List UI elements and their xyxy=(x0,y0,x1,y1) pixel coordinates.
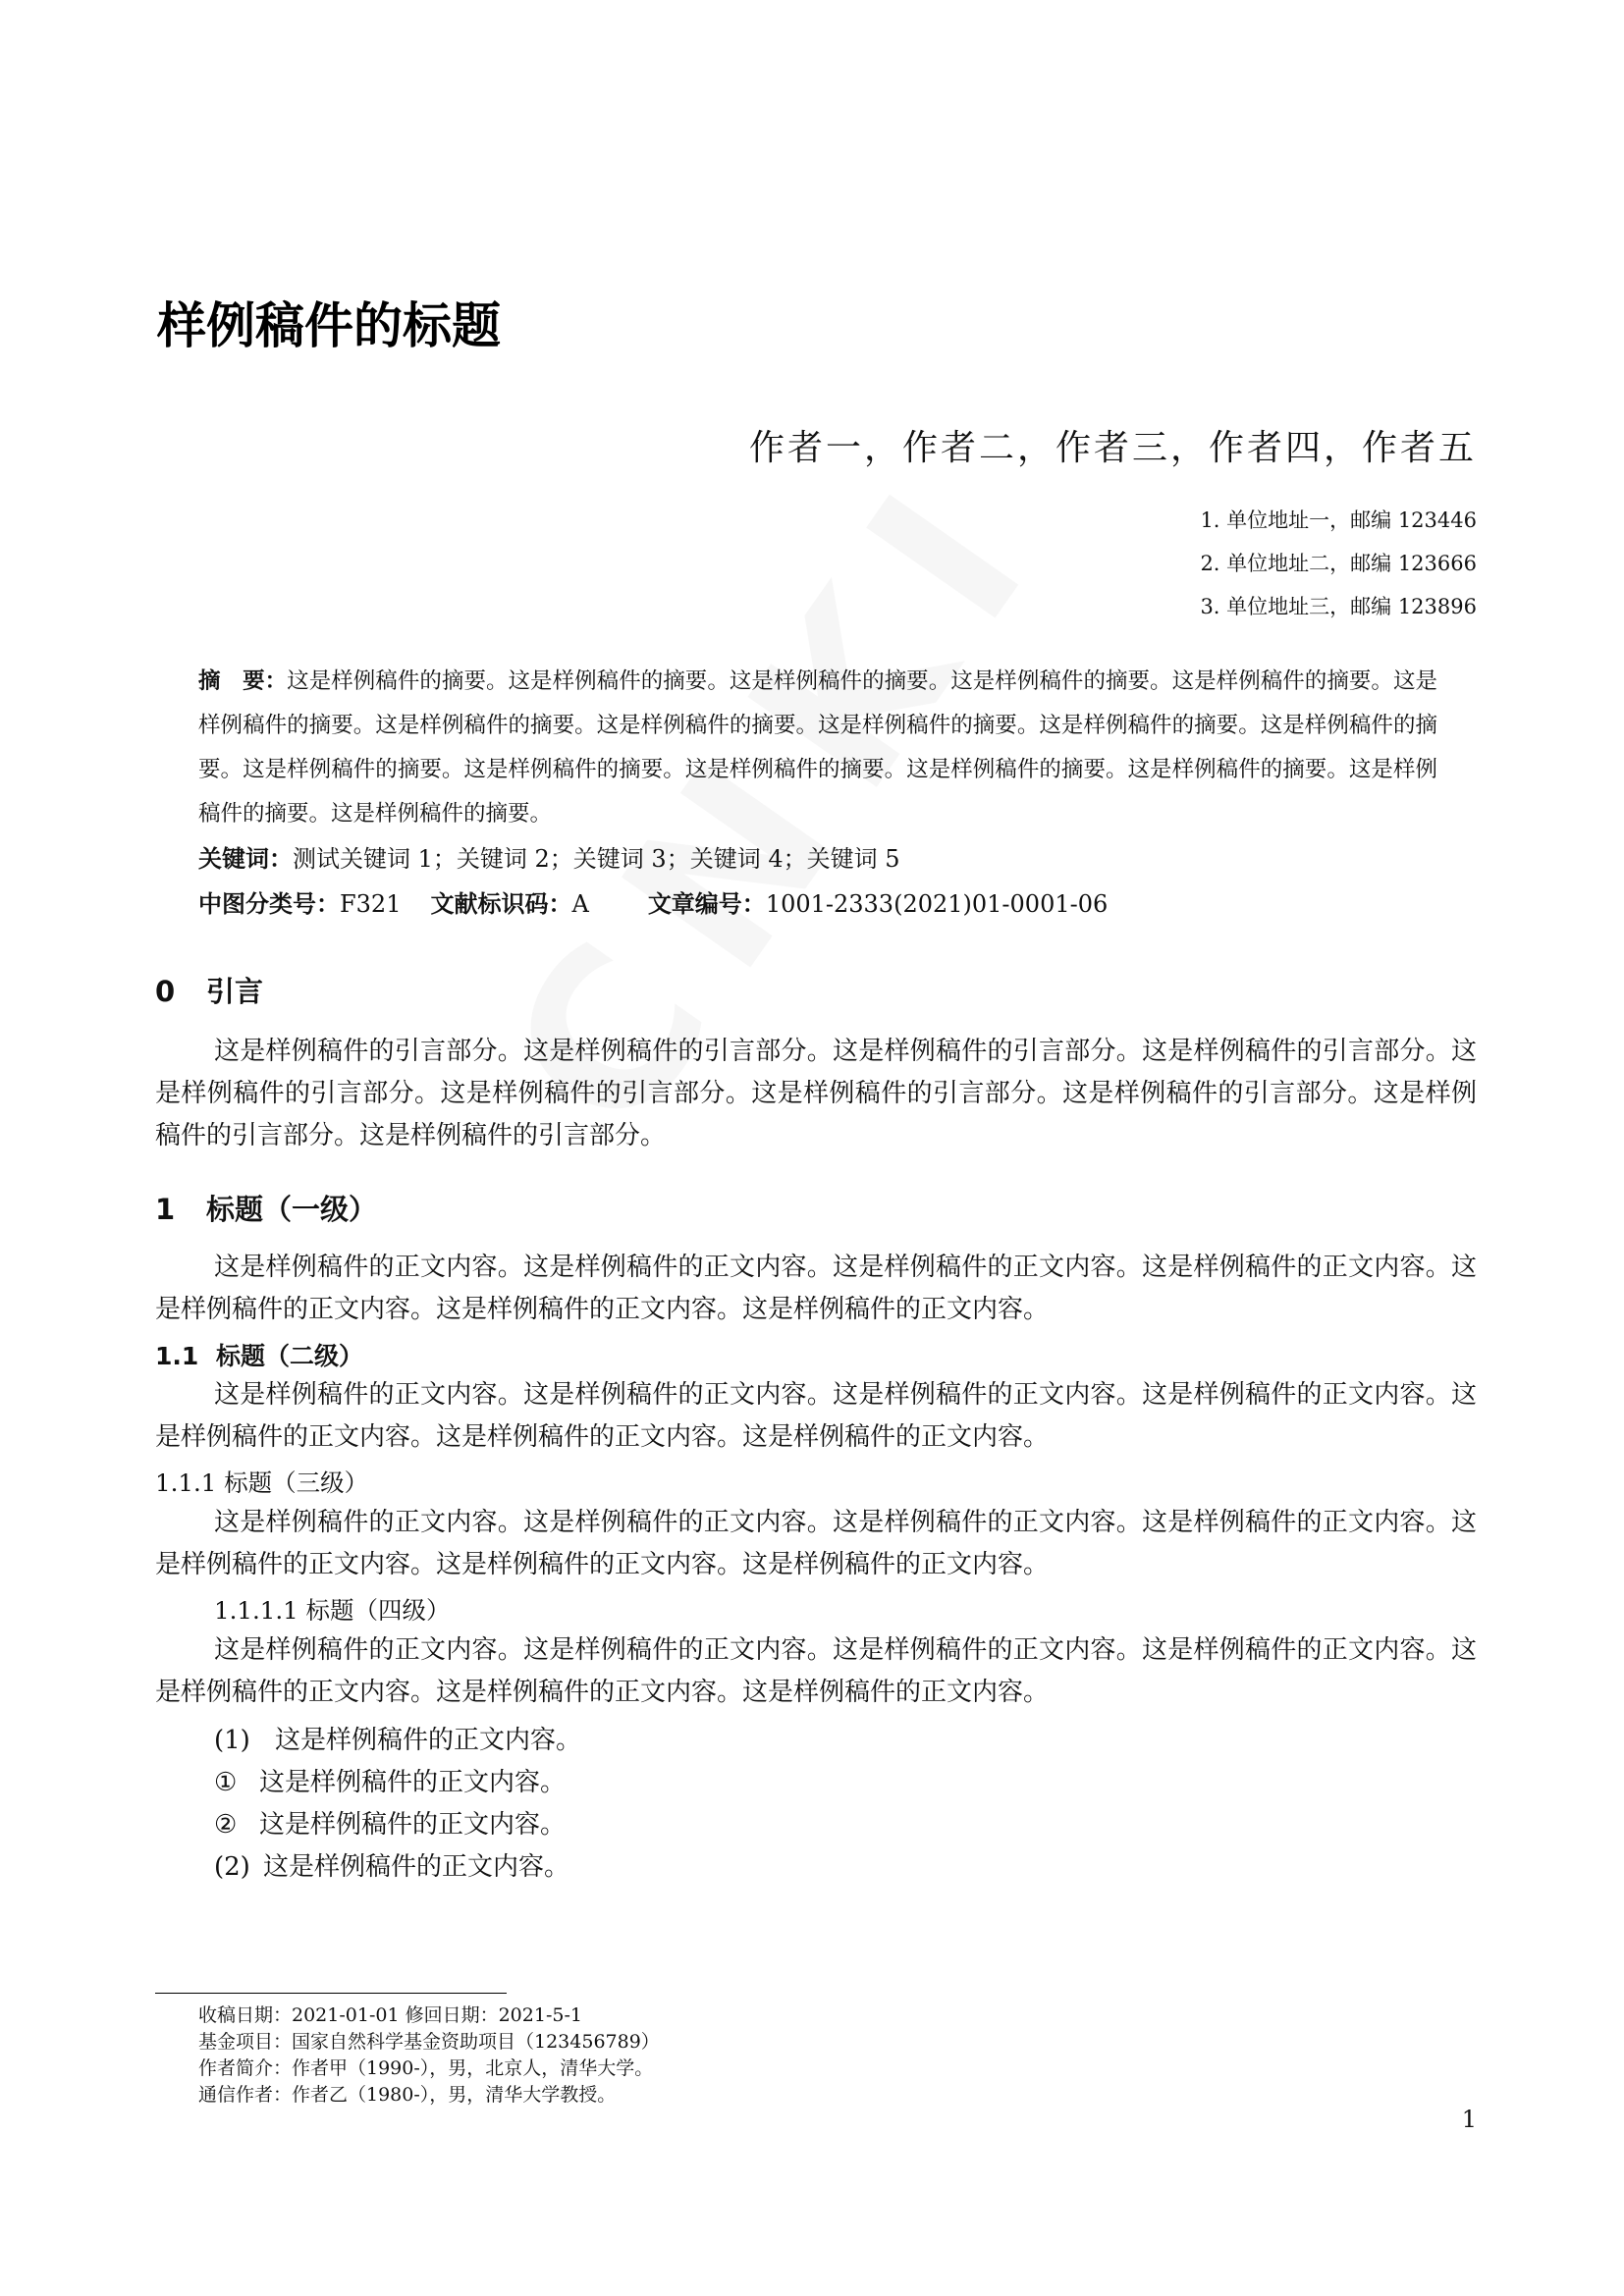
clc-label: 中图分类号： xyxy=(198,890,340,918)
section-heading-1-1-1: 1.1.1 标题（三级） xyxy=(155,1468,369,1497)
list-marker: (1) xyxy=(214,1726,250,1755)
doc-code-label: 文献标识码： xyxy=(430,890,572,918)
list-marker: (2) xyxy=(214,1852,250,1882)
footnote-received-date: 收稿日期：2021-01-01 修回日期：2021-5-1 xyxy=(198,2004,582,2026)
footnote-author-bio: 作者简介：作者甲（1990-），男，北京人，清华大学。 xyxy=(198,2057,654,2079)
affiliation-list xyxy=(1200,499,1477,628)
section-title: 标题（二级） xyxy=(216,1342,364,1370)
section-1-1-paragraph: 这是样例稿件的正文内容。这是样例稿件的正文内容。这是样例稿件的正文内容。这是样例稿件的正文内容。这是样例稿件的正文内容。这是样例稿件的正文内容。这是样例稿件的正文内容。 xyxy=(155,1380,1477,1452)
list-item xyxy=(214,1720,581,1756)
list-marker: ① xyxy=(214,1768,238,1797)
doc-code-value: A xyxy=(571,890,589,918)
intro-paragraph: 这是样例稿件的引言部分。这是样例稿件的引言部分。这是样例稿件的引言部分。这是样例稿件的引言部分。这是样例稿件的引言部分。这是样例稿件的引言部分。这是样例稿件的引言部分。这是样例稿件的引言部分。这是样例稿件的引言部分。这是样例稿件的引言部分。 xyxy=(155,1037,1477,1150)
section-title: 引言 xyxy=(206,975,264,1008)
footnotes xyxy=(198,2002,660,2109)
classification-line xyxy=(198,881,1437,927)
section-number: 0 xyxy=(155,975,176,1008)
keywords xyxy=(198,836,1437,881)
section-heading-1-1 xyxy=(155,1337,363,1372)
abstract xyxy=(198,660,1437,836)
author-list: 作者一，作者二，作者三，作者四，作者五 xyxy=(748,428,1477,468)
section-1-1-1-1-paragraph: 这是样例稿件的正文内容。这是样例稿件的正文内容。这是样例稿件的正文内容。这是样例稿件的正文内容。这是样例稿件的正文内容。这是样例稿件的正文内容。这是样例稿件的正文内容。 xyxy=(155,1635,1477,1707)
list-item xyxy=(214,1846,569,1883)
keywords-text: 测试关键词 1；关键词 2；关键词 3；关键词 4；关键词 5 xyxy=(293,845,900,873)
section-heading-1 xyxy=(155,1188,377,1228)
abstract-text: 这是样例稿件的摘要。这是样例稿件的摘要。这是样例稿件的摘要。这是样例稿件的摘要。这是样例稿件的摘要。这是样例稿件的摘要。这是样例稿件的摘要。这是样例稿件的摘要。这是样例稿件的摘要。这是样例稿件的摘要。这是样例稿件的摘要。这是样例稿件的摘要。这是样例稿件的摘要。这是样例稿件的摘要。这是样例稿件的摘要。这是样例稿件的摘要。这是样例稿件的摘要。这是样例稿件的摘要。 xyxy=(198,668,1437,827)
affiliation-2: 2. 单位地址二，邮编 123666 xyxy=(1200,552,1477,575)
list-text: 这是样例稿件的正文内容。 xyxy=(263,1852,570,1882)
section-1-1-1-paragraph: 这是样例稿件的正文内容。这是样例稿件的正文内容。这是样例稿件的正文内容。这是样例稿件的正文内容。这是样例稿件的正文内容。这是样例稿件的正文内容。这是样例稿件的正文内容。 xyxy=(155,1508,1477,1579)
list-text: 这是样例稿件的正文内容。 xyxy=(275,1726,582,1755)
keywords-label: 关键词： xyxy=(198,845,293,873)
footnote-corresponding-author: 通信作者：作者乙（1980-），男，清华大学教授。 xyxy=(198,2084,617,2106)
article-no-label: 文章编号： xyxy=(647,890,766,918)
page-number: 1 xyxy=(1461,2106,1477,2133)
list-marker: ② xyxy=(214,1810,238,1840)
affiliation-3: 3. 单位地址三，邮编 123896 xyxy=(1200,595,1477,618)
section-heading-intro xyxy=(155,970,263,1010)
footnote-divider xyxy=(155,1993,507,1994)
section-title: 标题（一级） xyxy=(206,1193,378,1226)
section-number: 1 xyxy=(155,1193,176,1226)
list-text: 这是样例稿件的正文内容。 xyxy=(259,1810,567,1840)
abstract-label: 摘 要： xyxy=(198,668,288,694)
affiliation-1: 1. 单位地址一，邮编 123446 xyxy=(1200,508,1477,532)
article-no-value: 1001-2333(2021)01-0001-06 xyxy=(765,890,1109,918)
section-heading-1-1-1-1: 1.1.1.1 标题（四级） xyxy=(214,1596,451,1625)
abstract-block xyxy=(198,660,1437,927)
list-item xyxy=(214,1762,566,1798)
clc-value: F321 xyxy=(340,890,402,918)
list-text: 这是样例稿件的正文内容。 xyxy=(259,1768,567,1797)
section-number: 1.1 xyxy=(155,1342,199,1370)
list-item xyxy=(214,1804,566,1841)
paper-title: 样例稿件的标题 xyxy=(157,297,501,354)
section-1-paragraph: 这是样例稿件的正文内容。这是样例稿件的正文内容。这是样例稿件的正文内容。这是样例稿件的正文内容。这是样例稿件的正文内容。这是样例稿件的正文内容。这是样例稿件的正文内容。 xyxy=(155,1253,1477,1324)
footnote-funding: 基金项目：国家自然科学基金资助项目（123456789） xyxy=(198,2031,660,2053)
